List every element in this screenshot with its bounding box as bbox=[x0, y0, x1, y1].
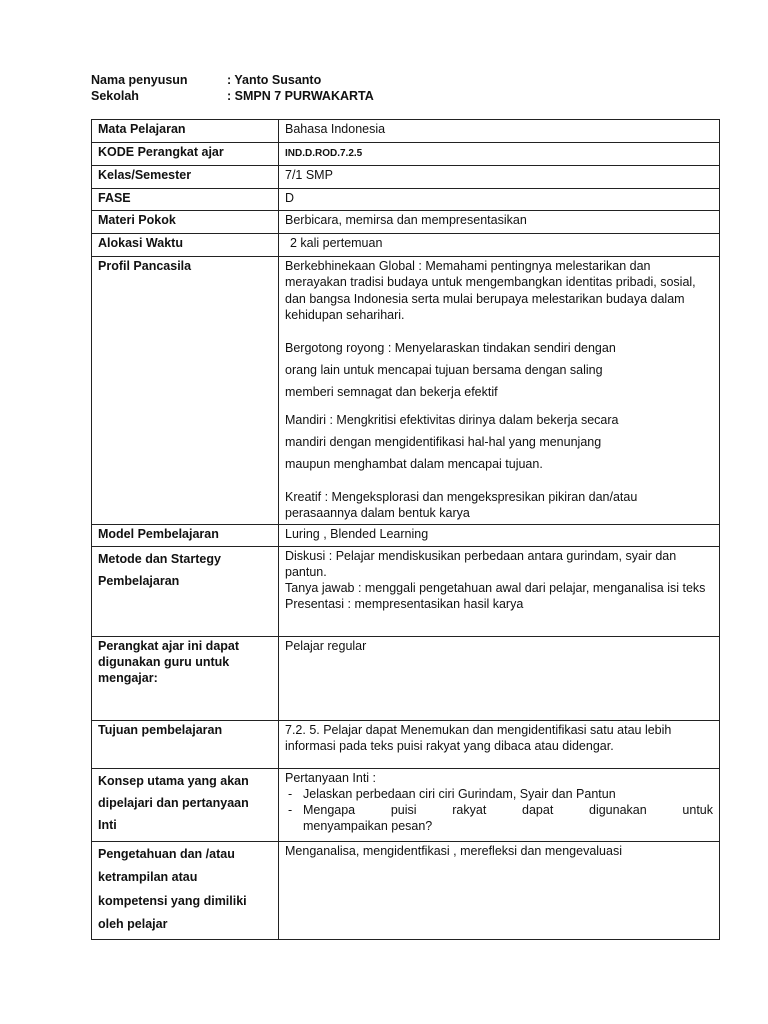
metode-tanya-jawab: Tanya jawab : menggali pengetahuan awal dari pelajar, menganalisa isi teks bbox=[285, 581, 706, 595]
row-value-alokasi: 2 kali pertemuan bbox=[290, 236, 383, 250]
row-value-metode bbox=[279, 546, 720, 636]
row-label-pengetahuan: Pengetahuan dan /atau ketrampilan atau kompetensi yang dimiliki oleh pelajar bbox=[92, 841, 279, 939]
row-label-materi: Materi Pokok bbox=[92, 211, 279, 234]
row-value-fase: D bbox=[279, 189, 720, 211]
lesson-plan-table bbox=[91, 119, 720, 940]
metode-presentasi: Presentasi : mempresentasikan hasil karya bbox=[285, 597, 524, 612]
row-value-perangkat: Pelajar regular bbox=[279, 636, 720, 720]
metode-diskusi: Diskusi : Pelajar mendiskusikan perbedaan antara gurindam, syair dan pantun. bbox=[285, 548, 677, 579]
row-label-fase: FASE bbox=[92, 189, 279, 211]
row-label-profil: Profil Pancasila bbox=[92, 257, 279, 525]
table-row bbox=[92, 524, 720, 546]
profil-kreatif: Kreatif : Mengeksplorasi dan mengekspresikan pikiran dan/atau perasaannya dalam bentuk karya bbox=[285, 490, 638, 521]
row-label-tujuan: Tujuan pembelajaran bbox=[92, 720, 279, 768]
table-row bbox=[92, 257, 720, 525]
school-value: : SMPN 7 PURWAKARTA bbox=[227, 89, 374, 103]
document-header bbox=[91, 72, 374, 104]
profil-mandiri: Mandiri : Mengkritisi efektivitas dirinya dalam bekerja secara mandiri dengan mengidentifikasi hal-hal yang menunjang maupun menghambat dalam mencapai tujuan. bbox=[285, 413, 619, 471]
table-row bbox=[92, 120, 720, 143]
row-value-tujuan: 7.2. 5. Pelajar dapat Menemukan dan mengidentifikasi satu atau lebih informasi pada teks puisi rakyat yang dibaca atau didengar. bbox=[279, 720, 720, 768]
table-row bbox=[92, 841, 720, 939]
row-value-mapel: Bahasa Indonesia bbox=[279, 120, 720, 143]
row-value-profil bbox=[279, 257, 720, 525]
row-label-mapel: Mata Pelajaran bbox=[92, 120, 279, 143]
table-row bbox=[92, 143, 720, 166]
row-label-konsep: Konsep utama yang akan dipelajari dan pertanyaan Inti bbox=[92, 768, 279, 841]
table-row bbox=[92, 768, 720, 841]
row-label-kelas: Kelas/Semester bbox=[92, 166, 279, 189]
table-row bbox=[92, 234, 720, 257]
row-value-materi: Berbicara, memirsa dan mempresentasikan bbox=[279, 211, 720, 234]
profil-gotong-royong: Bergotong royong : Menyelaraskan tindakan sendiri dengan orang lain untuk mencapai tujuan bersama dengan saling memberi semnagat dan bekerja efektif bbox=[285, 341, 616, 399]
row-value-kode: IND.D.ROD.7.2.5 bbox=[285, 148, 363, 159]
row-label-model: Model Pembelajaran bbox=[92, 524, 279, 546]
table-row bbox=[92, 636, 720, 720]
row-label-metode: Metode dan Startegy Pembelajaran bbox=[92, 546, 279, 636]
author-label: Nama penyusun bbox=[91, 73, 188, 87]
row-value-model: Luring , Blended Learning bbox=[279, 524, 720, 546]
list-item: - Mengapa puisi rakyat dapat digunakan untuk menyampaikan pesan? bbox=[285, 802, 713, 835]
row-value-konsep bbox=[279, 768, 720, 841]
school-row bbox=[91, 88, 374, 104]
table-row bbox=[92, 166, 720, 189]
row-label-perangkat: Perangkat ajar ini dapat digunakan guru untuk mengajar: bbox=[92, 636, 279, 720]
school-label: Sekolah bbox=[91, 89, 139, 103]
profil-global: Berkebhinekaan Global : Memahami pentingnya melestarikan dan merayakan tradisi budaya untuk mengembangkan identitas pribadi, sosial, dan bangsa Indonesia serta mulai berupaya melestarikan budaya dalam kehidupan seharihari. bbox=[285, 259, 696, 322]
author-value: : Yanto Susanto bbox=[227, 73, 322, 87]
table-row bbox=[92, 189, 720, 211]
row-label-alokasi: Alokasi Waktu bbox=[92, 234, 279, 257]
konsep-heading: Pertanyaan Inti : bbox=[285, 770, 377, 785]
row-value-pengetahuan: Menganalisa, mengidentfikasi , merefleksi dan mengevaluasi bbox=[279, 841, 720, 939]
question-list bbox=[285, 786, 713, 835]
author-row bbox=[91, 72, 374, 88]
table-row bbox=[92, 211, 720, 234]
table-row bbox=[92, 546, 720, 636]
row-label-kode: KODE Perangkat ajar bbox=[92, 143, 279, 166]
table-row bbox=[92, 720, 720, 768]
list-item: - Jelaskan perbedaan ciri ciri Gurindam, Syair dan Pantun bbox=[285, 786, 713, 802]
row-value-kelas: 7/1 SMP bbox=[279, 166, 720, 189]
